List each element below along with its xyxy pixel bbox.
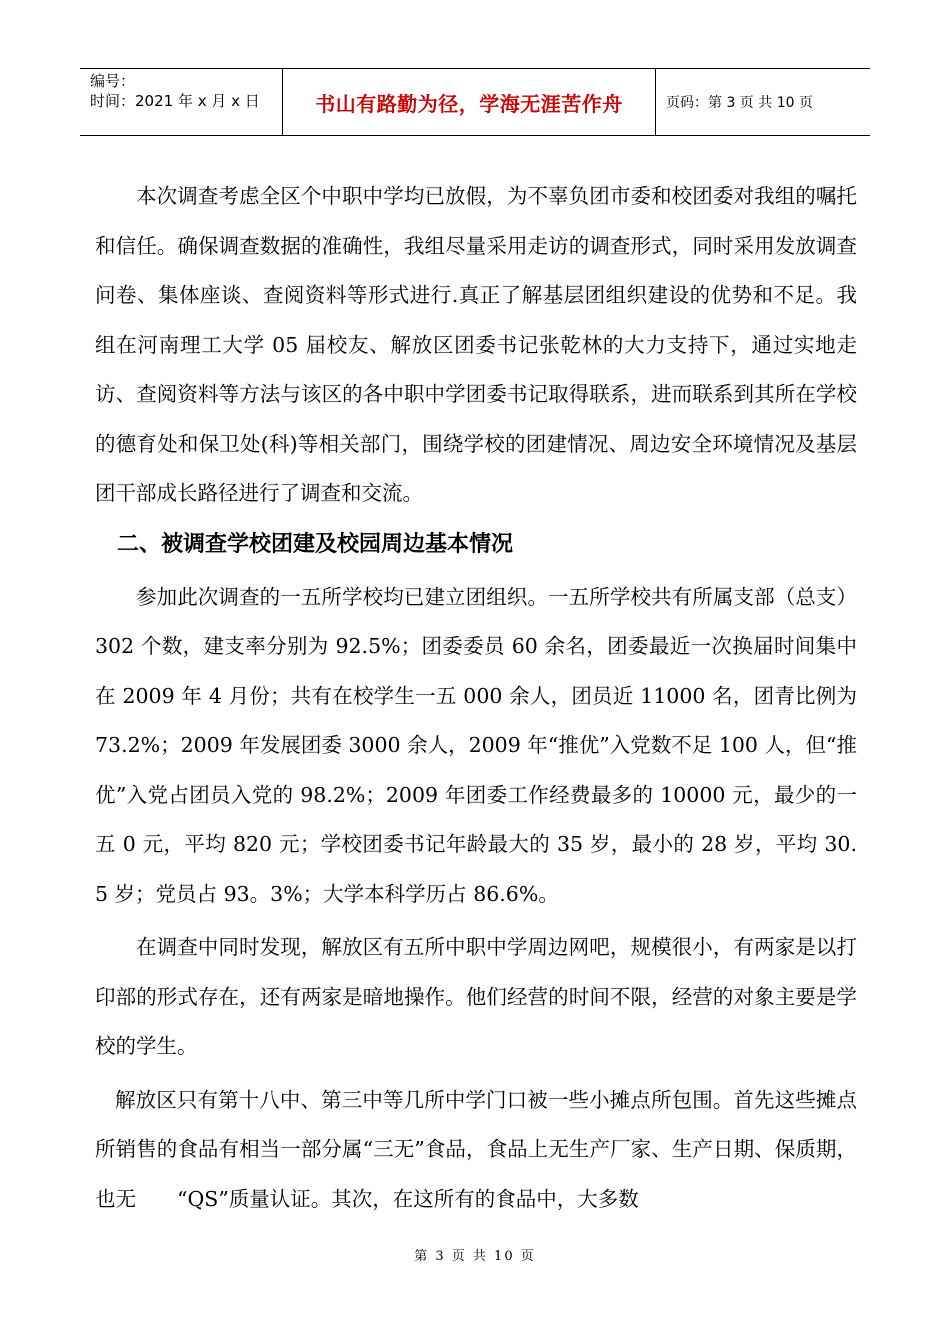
header-page-number: 页码：第 3 页 共 10 页 — [666, 95, 813, 111]
document-body — [95, 172, 857, 1224]
body-paragraph-4: 解放区只有第十八中、第三中等几所中学门口被一些小摊点所包围。首先这些摊点所销售的食品有相当一部分属“三无”食品，食品上无生产厂家、生产日期、保质期，也无 “QS”质量认证。其次，在这所有的食品中，大多数 — [95, 1087, 857, 1211]
section-heading-2: 二、被调查学校团建及校园周边基本情况 — [117, 531, 514, 557]
document-date-label: 时间：2021 年 x 月 x 日 — [90, 92, 260, 110]
document-header — [80, 68, 870, 136]
body-paragraph-2: 参加此次调查的一五所学校均已建立团组织。一五所学校共有所属支部（总支）302 个数，建支率分别为 92.5%；团委委员 60 余名，团委最近一次换届时间集中在 2009 年 4 月份；共有在校学生一五 000 余人，团员近 11000 名，团青比例为 73.2%；2009 年发展团委 3000 余人，2009 年“推优”入党数不足 100 人，但“推优”入党占团员入党的 98.2%；2009 年团委工作经费最多的 10000 元，最少的一五 0 元，平均 820 元；学校团委书记年龄最大的 35 岁，最小的 28 岁，平均 30.5 岁；党员占 93。3%；大学本科学历占 86.6%。 — [95, 584, 857, 906]
body-paragraph-1: 本次调查考虑全区个中职中学均已放假，为不辜负团市委和校团委对我组的嘱托和信任。确保调查数据的准确性，我组尽量采用走访的调查形式，同时采用发放调查问卷、集体座谈、查阅资料等形式进行.真正了解基层团组织建设的优势和不足。我组在河南理工大学 05 届校友、解放区团委书记张乾林的大力支持下，通过实地走访、查阅资料等方法与该区的各中职中学团委书记取得联系，进而联系到其所在学校的德育处和保卫处(科)等相关部门，围绕学校的团建情况、周边安全环境情况及基层团干部成长路径进行了调查和交流。 — [95, 184, 857, 505]
page-footer: 第 3 页 共 10 页 — [414, 1249, 536, 1264]
header-motto: 书山有路勤为径，学海无涯苦作舟 — [283, 69, 656, 135]
header-meta-cell — [80, 69, 283, 135]
body-paragraph-3: 在调查中同时发现，解放区有五所中职中学周边网吧，规模很小，有两家是以打印部的形式存在，还有两家是暗地操作。他们经营的时间不限，经营的对象主要是学校的学生。 — [95, 935, 857, 1058]
document-number-label: 编号： — [90, 72, 136, 90]
